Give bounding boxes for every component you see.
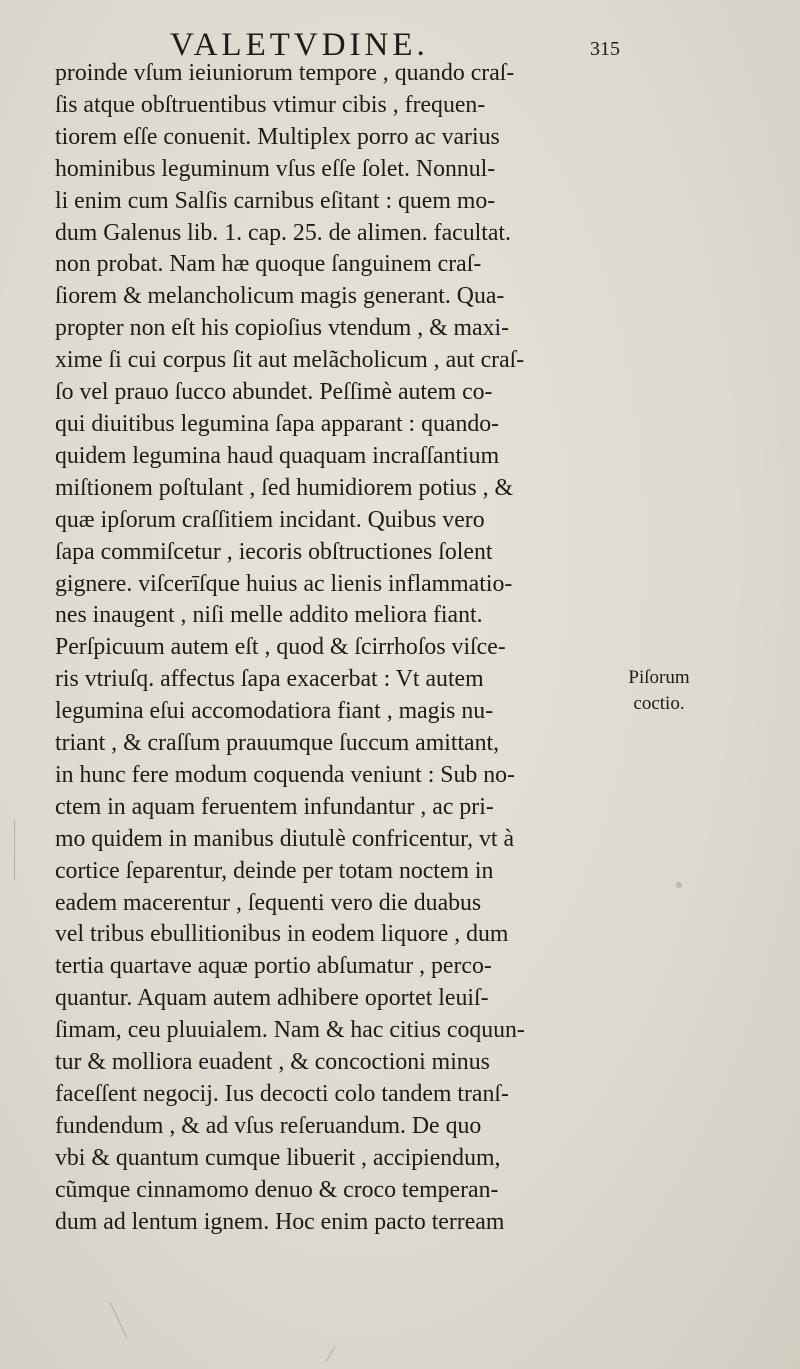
text-line: li enim cum Salſis carnibus eſitant : quem mo- — [55, 187, 496, 214]
text-line: dum ad lentum ignem. Hoc enim pacto terream — [55, 1208, 505, 1235]
text-line: cũmque cinnamomo denuo & croco temperan- — [55, 1176, 499, 1203]
text-line: tiorem eſſe conuenit. Multiplex porro ac varius — [55, 123, 500, 150]
paper-scratch — [14, 820, 15, 880]
text-line: cortice ſeparentur, deinde per totam noctem in — [55, 857, 494, 884]
text-line: Perſpicuum autem eſt , quod & ſcirrhoſos viſce- — [55, 634, 506, 661]
marginal-note-line: Piſorum — [628, 667, 690, 688]
text-line: in hunc fere modum coquenda veniunt : Sub no- — [55, 761, 515, 788]
text-line: faceſſent negocij. Ius decocti colo tandem tranſ- — [55, 1081, 509, 1107]
text-line: propter non eſt his copioſius vtendum , & maxi- — [55, 315, 510, 342]
text-line: nes inaugent , niſi melle addito meliora fiant. — [55, 602, 483, 629]
paper-scratch — [110, 1302, 128, 1339]
running-title: VALETVDINE. — [170, 27, 429, 63]
text-line: ſapa commiſcetur , iecoris obſtructiones ſolent — [55, 538, 493, 565]
text-line: miſtionem poſtulant , ſed humidiorem potius , & — [55, 474, 514, 501]
text-line: proinde vſum ieiuniorum tempore , quando craſ- — [55, 60, 515, 86]
text-line: fundendum , & ad vſus reſeruandum. De quo — [55, 1112, 482, 1139]
text-line: tertia quartave aquæ portio abſumatur , perco- — [55, 953, 492, 980]
text-line: ſiorem & melancholicum magis generant. Qua- — [55, 283, 505, 310]
text-line: gignere. viſcerīſque huius ac lienis inflammatio- — [55, 570, 513, 597]
page-number: 315 — [590, 38, 620, 60]
text-line: quæ ipſorum craſſitiem incidant. Quibus vero — [55, 506, 485, 533]
paper-scratch — [326, 1346, 336, 1362]
marginal-note-line: coctio. — [633, 693, 685, 714]
text-line: tur & molliora euadent , & concoctioni minus — [55, 1049, 490, 1076]
text-line: quantur. Aquam autem adhibere oportet leuiſ- — [55, 985, 489, 1012]
text-line: ris vtriuſq. affectus ſapa exacerbat : Vt autem — [55, 666, 484, 693]
text-line: mo quidem in manibus diutulè confricentur, vt à — [55, 825, 515, 852]
text-line: vbi & quantum cumque libuerit , accipiendum, — [55, 1144, 501, 1171]
text-line: eadem macerentur , ſequenti vero die duabus — [55, 889, 482, 916]
text-line: triant , & craſſum prauumque ſuccum amittant, — [55, 730, 500, 757]
text-line: vel tribus ebullitionibus in eodem liquore , dum — [55, 921, 509, 948]
text-line: ſo vel prauo ſucco abundet. Peſſimè autem co- — [55, 379, 493, 406]
text-line: quidem legumina haud quaquam incraſſantium — [55, 442, 500, 469]
text-line: ſimam, ceu pluuialem. Nam & hac citius coquun- — [55, 1017, 525, 1044]
text-line: ctem in aquam feruentem infundantur , ac pri- — [55, 793, 494, 820]
text-line: qui diuitibus legumina ſapa apparant : quando- — [55, 410, 500, 437]
text-line: ſis atque obſtruentibus vtimur cibis , frequen- — [55, 91, 486, 118]
paper-speck — [676, 882, 682, 888]
text-line: dum Galenus lib. 1. cap. 25. de alimen. facultat. — [55, 219, 511, 246]
text-line: xime ſi cui corpus ſit aut melãcholicum , aut craſ- — [55, 347, 525, 374]
text-line: non probat. Nam hæ quoque ſanguinem craſ- — [55, 251, 482, 278]
body-text — [55, 58, 575, 1239]
text-line: hominibus leguminum vſus eſſe ſolet. Nonnul- — [55, 155, 496, 182]
marginal-note — [614, 665, 704, 717]
text-line: legumina eſui accomodatiora fiant , magis nu- — [55, 698, 494, 725]
